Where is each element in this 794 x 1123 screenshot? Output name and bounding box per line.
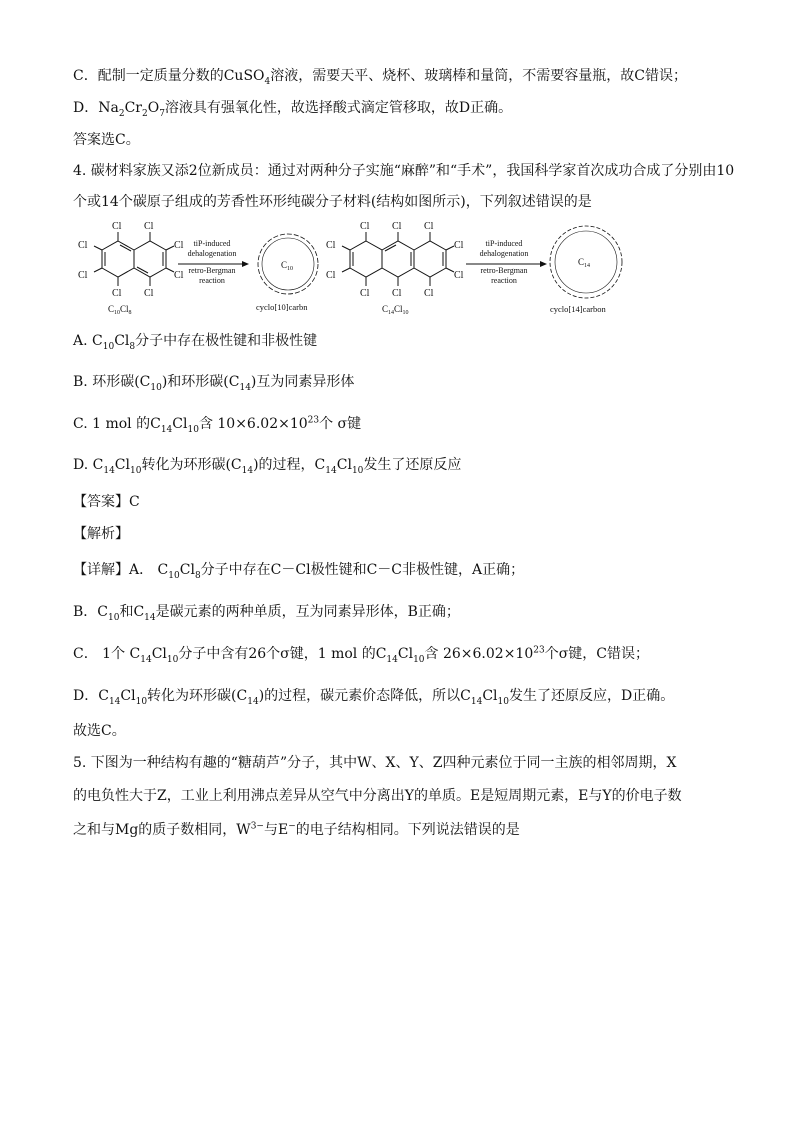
cl-label: Cl xyxy=(326,270,336,281)
text: C．配制一定质量分数的CuSO xyxy=(73,68,265,84)
text: 3− xyxy=(250,821,264,832)
text: B．C xyxy=(73,604,108,620)
text: 23 xyxy=(533,645,545,656)
prev-answer-choice: 答案选C。 xyxy=(73,132,140,148)
cl-label: Cl xyxy=(392,221,402,232)
arrow-label: tiP-induced xyxy=(193,239,231,248)
cl-label: Cl xyxy=(424,288,434,299)
text: 23 xyxy=(307,415,320,426)
q4-stem-line1: 4. 碳材料家族又添2位新成员：通过对两种分子实施“麻醉”和“手术”，我国科学家首次成功合成了分别由10 xyxy=(73,163,735,179)
text: D．Na xyxy=(73,100,119,116)
text: C． 1个 C xyxy=(73,646,141,662)
text: 14 xyxy=(470,696,483,707)
text: 的电子结构相同。下列说法错误的是 xyxy=(295,822,520,838)
cl-label: Cl xyxy=(454,270,464,281)
text: 14 xyxy=(108,696,121,707)
text: 2 xyxy=(141,108,148,119)
c10cl8-formula: $C_{10}Cl_8$ xyxy=(108,304,132,316)
q5-stem-line1: 5. 下图为一种结构有趣的“糖葫芦”分子，其中W、X、Y、Z四种元素位于同一主族的相邻周期，X xyxy=(73,755,677,771)
text: 分子中存在C－Cl极性键和C－C非极性键，A正确； xyxy=(200,562,525,578)
cl-label: Cl xyxy=(78,270,88,281)
cl-label: Cl xyxy=(144,288,154,299)
text: 溶液具有强氧化性，故选择酸式滴定管移取，故D正确。 xyxy=(164,100,513,116)
cl-label: Cl xyxy=(454,240,464,251)
text: Cr xyxy=(124,100,142,116)
text: 14 xyxy=(386,654,398,665)
text: 是碳元素的两种单质，互为同素异形体，B正确； xyxy=(155,604,460,620)
text: 之和与Mg的质子数相同，W xyxy=(73,822,251,838)
option-b xyxy=(73,372,354,392)
cl-label: Cl xyxy=(144,221,154,232)
cl-label: Cl xyxy=(174,240,184,251)
text: 和C xyxy=(119,604,145,620)
text: 10 xyxy=(413,654,425,665)
prev-answer-c xyxy=(73,66,687,86)
analysis-label: 【解析】 xyxy=(73,526,129,542)
q5-stem-line2: 的电负性大于Z，工业上利用沸点差异从空气中分离出Y的单质。E是短周期元素，E与Y的价电子数 xyxy=(73,788,682,804)
text: 分子中含有26个σ键，1 mol 的C xyxy=(178,646,387,662)
text: D．C xyxy=(73,688,109,704)
text: 14 xyxy=(160,424,173,435)
text: 8 xyxy=(194,570,201,581)
arrow-label: dehalogenation xyxy=(187,249,237,258)
anthracene-structure xyxy=(342,232,454,286)
text: 10 xyxy=(351,465,364,476)
text: 发生了还原反应 xyxy=(363,457,462,473)
prev-answer-d xyxy=(73,98,512,118)
text: 7 xyxy=(159,108,165,119)
detail-conclusion: 故选C。 xyxy=(73,723,126,739)
text: 4 xyxy=(264,76,271,87)
c10-label: $C_{10}$ xyxy=(281,260,294,272)
text: 10 xyxy=(166,654,179,665)
cl-label: Cl xyxy=(392,288,402,299)
option-a xyxy=(73,331,317,351)
text: 分子中存在极性键和非极性键 xyxy=(135,333,318,349)
detail-b xyxy=(73,602,460,622)
text: )互为同素异形体 xyxy=(250,374,355,390)
text: 14 xyxy=(103,465,115,476)
text: Cl xyxy=(179,562,195,578)
text: 14 xyxy=(239,382,251,393)
text: )的过程，C xyxy=(253,457,326,473)
text: 10 xyxy=(187,424,199,435)
text: Cl xyxy=(172,416,188,432)
text: 2 xyxy=(118,108,125,119)
text: Cl xyxy=(114,457,130,473)
detail-a xyxy=(73,560,524,580)
cl-label: Cl xyxy=(174,270,184,281)
cyclo14-ring xyxy=(550,226,622,298)
c14-label: $C_{14}$ xyxy=(578,257,591,269)
reaction-diagram xyxy=(70,214,630,318)
c14cl10-formula: $C_{14}Cl_{10}$ xyxy=(382,304,409,316)
arrow-label: tiP-induced xyxy=(485,239,523,248)
reaction-arrow-1 xyxy=(178,239,249,285)
text: 【详解】A． C xyxy=(73,562,169,578)
text: 14 xyxy=(247,696,259,707)
q5-stem-line3 xyxy=(73,820,520,840)
cyclo10-name: cyclo[10]carbn xyxy=(256,302,308,312)
text: 14 xyxy=(241,465,254,476)
text: 10 xyxy=(130,465,142,476)
option-c xyxy=(73,414,361,434)
text: 个 σ键 xyxy=(319,416,362,432)
text: 含 26×6.02×10 xyxy=(424,646,534,662)
cyclo10-ring xyxy=(258,234,318,294)
text: 8 xyxy=(129,341,136,352)
text: Cl xyxy=(120,688,136,704)
detail-d xyxy=(73,686,674,706)
cl-label: Cl xyxy=(424,221,434,232)
text: 10 xyxy=(150,382,162,393)
cl-label: Cl xyxy=(112,288,122,299)
text: 10 xyxy=(168,570,180,581)
cl-label: Cl xyxy=(326,240,336,251)
cyclo14-name: cyclo[14]carbon xyxy=(550,304,606,314)
q4-stem-line2: 个或14个碳原子组成的芳香性环形纯碳分子材料(结构如图所示)，下列叙述错误的是 xyxy=(73,194,592,210)
text: 转化为环形碳(C xyxy=(141,457,242,473)
detail-c xyxy=(73,644,649,664)
cl-label: Cl xyxy=(360,221,370,232)
option-d xyxy=(73,455,461,475)
text: 发生了还原反应，D正确。 xyxy=(508,688,675,704)
text: Cl xyxy=(397,646,414,662)
text: 10 xyxy=(108,612,120,623)
text: Cl xyxy=(336,457,352,473)
text: 10 xyxy=(102,341,115,352)
text: − xyxy=(288,821,296,832)
text: 14 xyxy=(325,465,337,476)
reaction-diagram-svg xyxy=(70,214,630,318)
cl-label: Cl xyxy=(112,221,122,232)
arrow-label: reaction xyxy=(199,276,225,285)
text: Cl xyxy=(151,646,167,662)
arrow-label: retro-Bergman xyxy=(188,266,236,275)
text: 个σ键，C错误； xyxy=(544,646,649,662)
text: Cl xyxy=(114,333,130,349)
text: 转化为环形碳(C xyxy=(147,688,248,704)
text: 溶液，需要天平、烧杯、玻璃棒和量筒，不需要容量瓶，故C错误； xyxy=(270,68,687,84)
text: 10 xyxy=(497,696,509,707)
text: Cl xyxy=(482,688,498,704)
arrow-label: dehalogenation xyxy=(479,249,529,258)
reaction-arrow-2 xyxy=(466,239,547,285)
text: A. C xyxy=(73,333,103,349)
text: )和环形碳(C xyxy=(161,374,240,390)
cl-label: Cl xyxy=(360,288,370,299)
arrow-label: retro-Bergman xyxy=(480,266,528,275)
text: 含 10×6.02×10 xyxy=(198,416,308,432)
text: 14 xyxy=(140,654,152,665)
text: 与E xyxy=(263,822,289,838)
text: C. 1 mol 的C xyxy=(73,416,161,432)
naphthalene-structure xyxy=(94,232,174,286)
text: 14 xyxy=(144,612,156,623)
answer-label: 【答案】C xyxy=(73,494,140,510)
text: 10 xyxy=(135,696,148,707)
cl-label: Cl xyxy=(78,240,88,251)
text: D. C xyxy=(73,457,104,473)
text: O xyxy=(147,100,160,116)
text: )的过程，碳元素价态降低，所以C xyxy=(258,688,471,704)
text: B. 环形碳(C xyxy=(73,374,151,390)
arrow-label: reaction xyxy=(491,276,517,285)
naphthalene-cl-labels xyxy=(78,221,184,299)
